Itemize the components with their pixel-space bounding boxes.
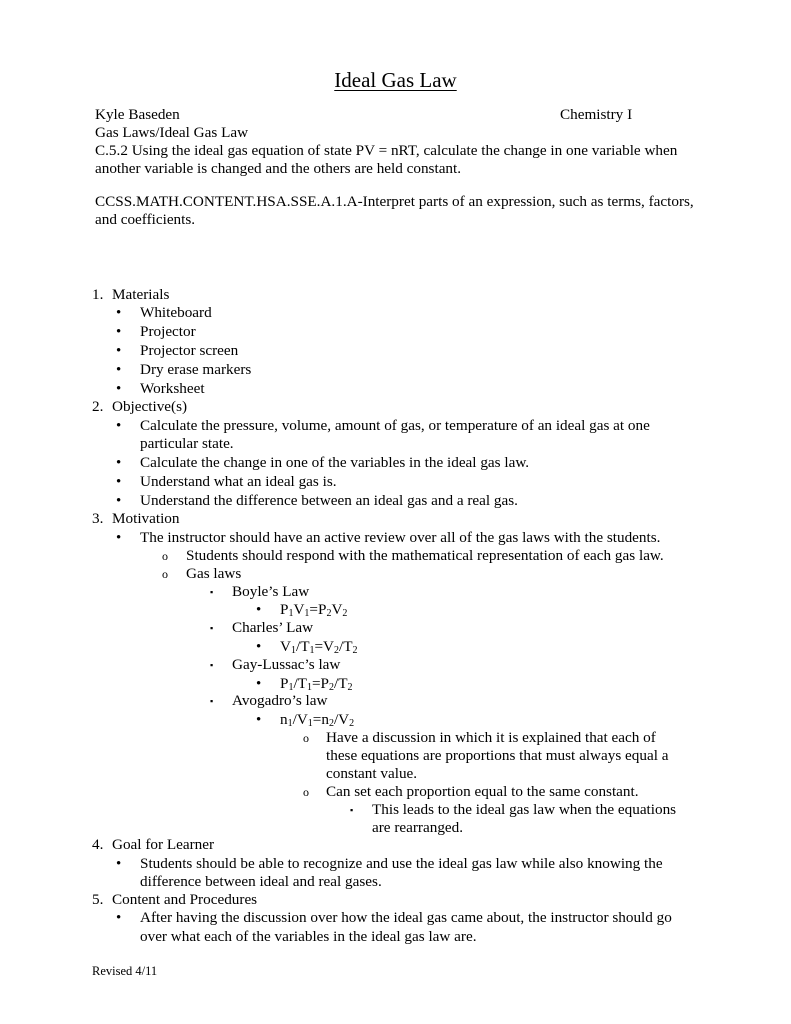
law-equation: $P_1V_1=P_2V_2$ — [280, 601, 348, 619]
bullet-icon: • — [256, 639, 262, 655]
bullet-icon: • — [116, 530, 122, 546]
section-heading-materials: Materials — [112, 286, 170, 303]
list-item-continuation: are rearranged. — [372, 819, 464, 836]
list-item: Can set each proportion equal to the same constant. — [326, 783, 639, 800]
section-number: 2. — [92, 398, 104, 415]
law-name: Boyle’s Law — [232, 583, 310, 600]
square-bullet-icon: ▪ — [350, 805, 354, 815]
list-item-continuation: over what each of the variables in the ideal gas law are. — [140, 928, 477, 945]
list-item: Projector — [140, 323, 196, 340]
bullet-icon: • — [116, 418, 122, 434]
section-heading-goal: Goal for Learner — [112, 836, 215, 853]
document-title: Ideal Gas Law — [334, 68, 457, 92]
bullet-icon: • — [116, 856, 122, 872]
circle-bullet-icon: o — [303, 731, 309, 745]
unit: Gas Laws/Ideal Gas Law — [95, 124, 249, 141]
bullet-icon: • — [116, 362, 122, 378]
bullet-icon: • — [116, 910, 122, 926]
list-item: Students should respond with the mathematical representation of each gas law. — [186, 547, 664, 564]
bullet-icon: • — [116, 493, 122, 509]
list-item: After having the discussion over how the ideal gas came about, the instructor should go — [140, 909, 672, 926]
section-number: 3. — [92, 510, 104, 527]
bullet-icon: • — [116, 324, 122, 340]
author: Kyle Baseden — [95, 106, 180, 123]
list-item: Projector screen — [140, 342, 239, 359]
square-bullet-icon: ▪ — [210, 623, 214, 633]
bullet-icon: • — [256, 676, 262, 692]
bullet-icon: • — [116, 343, 122, 359]
section-heading-motivation: Motivation — [112, 510, 180, 527]
standard-line-2: another variable is changed and the others are held constant. — [95, 160, 462, 177]
law-equation: $V_1/T_1=V_2/T_2$ — [280, 638, 358, 656]
list-item-continuation: particular state. — [140, 435, 234, 452]
law-equation: $P_1/T_1=P_2/T_2$ — [280, 675, 353, 693]
bullet-icon: • — [256, 602, 262, 618]
list-item: The instructor should have an active review over all of the gas laws with the students. — [140, 529, 661, 546]
course: Chemistry I — [560, 106, 633, 123]
list-item: This leads to the ideal gas law when the equations — [372, 801, 677, 818]
law-equation: $n_1/V_1=n_2/V_2$ — [280, 711, 355, 729]
ccss-line-2: and coefficients. — [95, 211, 196, 228]
square-bullet-icon: ▪ — [210, 660, 214, 670]
circle-bullet-icon: o — [303, 785, 309, 799]
list-item: Understand the difference between an ideal gas and a real gas. — [140, 492, 518, 509]
bullet-icon: • — [116, 305, 122, 321]
section-number: 5. — [92, 891, 104, 908]
law-name: Avogadro’s law — [232, 692, 328, 709]
list-item: Calculate the pressure, volume, amount of gas, or temperature of an ideal gas at one — [140, 417, 650, 434]
circle-bullet-icon: o — [162, 567, 168, 581]
list-item-continuation: constant value. — [326, 765, 418, 782]
list-item-continuation: these equations are proportions that must always equal a — [326, 747, 669, 764]
list-item-continuation: difference between ideal and real gases. — [140, 873, 382, 890]
list-item: Calculate the change in one of the variables in the ideal gas law. — [140, 454, 530, 471]
revision-footer: Revised 4/11 — [92, 964, 158, 978]
law-name: Gay-Lussac’s law — [232, 656, 341, 673]
square-bullet-icon: ▪ — [210, 587, 214, 597]
section-number: 4. — [92, 836, 104, 853]
bullet-icon: • — [116, 455, 122, 471]
list-item: Gas laws — [186, 565, 242, 582]
section-number: 1. — [92, 286, 104, 303]
bullet-icon: • — [256, 712, 262, 728]
list-item: Dry erase markers — [140, 361, 252, 378]
ccss-line-1: CCSS.MATH.CONTENT.HSA.SSE.A.1.A-Interpret parts of an expression, such as terms, factors, — [95, 193, 694, 210]
bullet-icon: • — [116, 474, 122, 490]
list-item: Whiteboard — [140, 304, 212, 321]
list-item: Worksheet — [140, 380, 205, 397]
square-bullet-icon: ▪ — [210, 696, 214, 706]
section-heading-objectives: Objective(s) — [112, 398, 188, 415]
standard-line-1: C.5.2 Using the ideal gas equation of state PV = nRT, calculate the change in one variable when — [95, 142, 678, 159]
circle-bullet-icon: o — [162, 549, 168, 563]
list-item: Have a discussion in which it is explained that each of — [326, 729, 656, 746]
list-item: Students should be able to recognize and use the ideal gas law while also knowing the — [140, 855, 663, 872]
bullet-icon: • — [116, 381, 122, 397]
list-item: Understand what an ideal gas is. — [140, 473, 337, 490]
section-heading-content: Content and Procedures — [112, 891, 258, 908]
law-name: Charles’ Law — [232, 619, 314, 636]
